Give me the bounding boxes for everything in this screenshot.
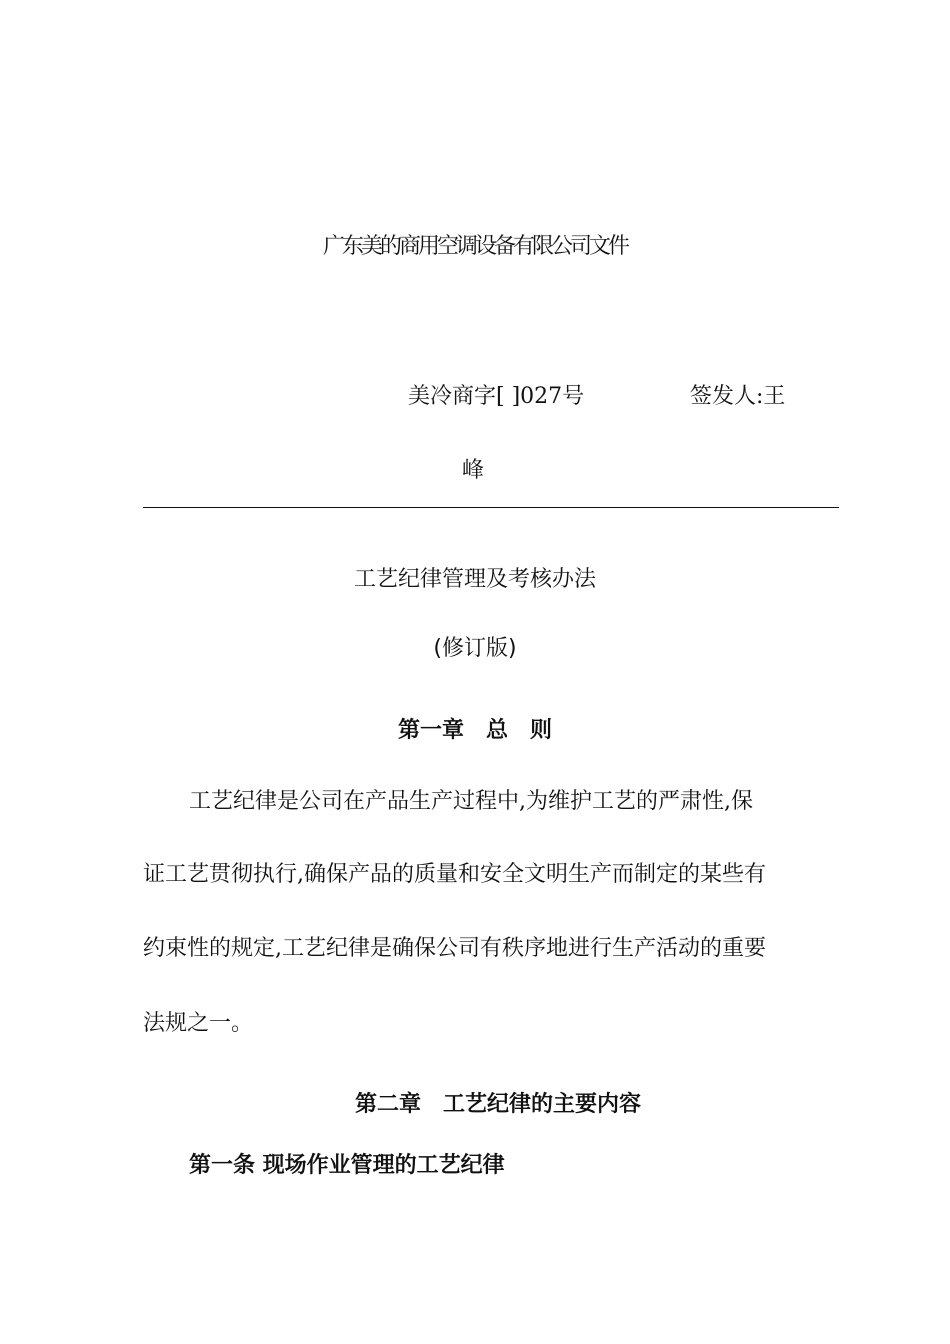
document-subtitle: (修订版) <box>433 636 517 661</box>
signer-name-continuation: 峰 <box>462 458 485 483</box>
signer-label: 签发人:王 <box>690 384 786 409</box>
chapter-1-paragraph-line: 证工艺贯彻执行,确保产品的质量和安全文明生产而制定的某些有 <box>143 862 766 887</box>
article-1-heading: 第一条 现场作业管理的工艺纪律 <box>189 1153 505 1178</box>
document-title: 工艺纪律管理及考核办法 <box>353 567 596 592</box>
company-title: 广东美的商用空调设备有限公司文件 <box>322 234 627 259</box>
document-number: 美冷商字[ ]027号 <box>408 384 585 409</box>
header-divider <box>143 507 839 508</box>
chapter-2-heading: 第二章 工艺纪律的主要内容 <box>354 1092 641 1117</box>
chapter-1-paragraph-line: 工艺纪律是公司在产品生产过程中,为维护工艺的严肃性,保 <box>189 789 753 814</box>
chapter-1-paragraph-line: 法规之一。 <box>143 1011 254 1036</box>
chapter-1-heading: 第一章 总 则 <box>397 718 552 743</box>
chapter-1-paragraph-line: 约束性的规定,工艺纪律是确保公司有秩序地进行生产活动的重要 <box>143 936 766 961</box>
